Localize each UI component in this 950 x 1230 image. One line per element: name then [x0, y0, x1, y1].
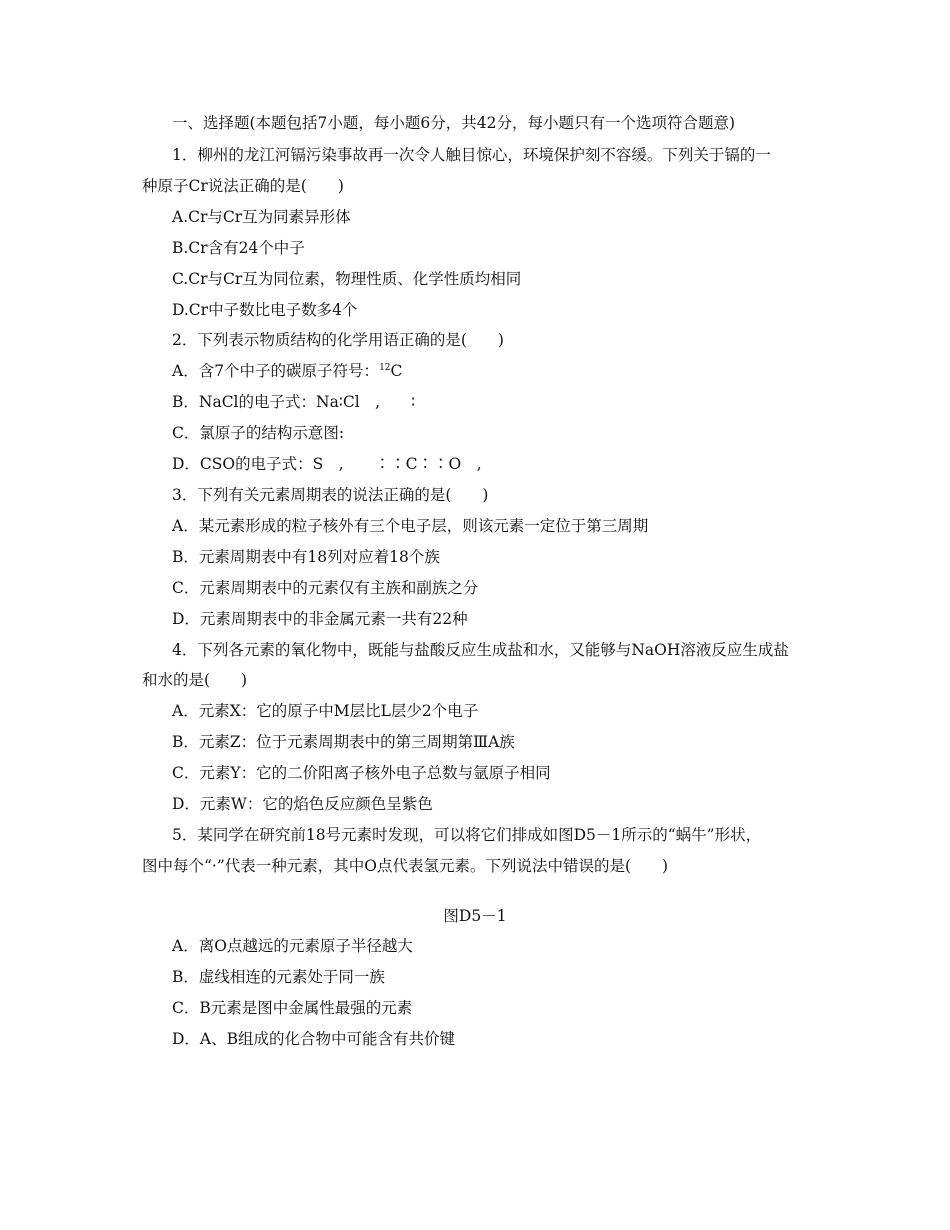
q3-stem: 3．下列有关元素周期表的说法正确的是( ) — [172, 486, 489, 504]
q2-option-b: B．NaCl的电子式：Na∶Cl , ∶ — [172, 393, 416, 411]
q2-option-c: C．氯原子的结构示意图: — [172, 424, 345, 442]
q1-stem-line2: 种原子Cr说法正确的是( ) — [142, 177, 344, 195]
q2-option-a-text: A．含7个中子的碳原子符号： — [172, 362, 380, 380]
q3-option-b: B．元素周期表中有18列对应着18个族 — [172, 548, 440, 566]
q3-option-a: A．某元素形成的粒子核外有三个电子层，则该元素一定位于第三周期 — [172, 517, 649, 535]
q5-stem-line1: 5．某同学在研究前18号元素时发现，可以将它们排成如图D5－1所示的“蜗牛”形状， — [172, 826, 762, 844]
q4-option-d: D．元素W：它的焰色反应颜色呈紫色 — [172, 795, 433, 813]
q3-option-c: C．元素周期表中的元素仅有主族和副族之分 — [172, 579, 479, 597]
q4-option-b: B．元素Z：位于元素周期表中的第三周期第ⅢA族 — [172, 733, 515, 751]
q5-figure-caption: 图D5－1 — [443, 907, 507, 925]
q1-option-a: A.Cr与Cr互为同素异形体 — [172, 208, 351, 226]
q5-option-c: C．B元素是图中金属性最强的元素 — [172, 999, 413, 1017]
q2-stem: 2．下列表示物质结构的化学用语正确的是( ) — [172, 331, 504, 349]
q4-option-a: A．元素X：它的原子中M层比L层少2个电子 — [172, 702, 479, 720]
q5-option-b: B．虚线相连的元素处于同一族 — [172, 968, 385, 986]
q4-stem-line2: 和水的是( ) — [142, 671, 248, 689]
q2-option-a-mass-number: 12 — [379, 363, 391, 373]
q2-option-a — [172, 361, 852, 381]
q5-option-d: D．A、B组成的化合物中可能含有共价键 — [172, 1030, 456, 1048]
q1-option-c: C.Cr与Cr互为同位素，物理性质、化学性质均相同 — [172, 270, 522, 288]
q1-option-b: B.Cr含有24个中子 — [172, 239, 305, 257]
q1-stem-line1: 1．柳州的龙江河镉污染事故再一次令人触目惊心，环境保护刻不容缓。下列关于镉的一 — [172, 146, 771, 164]
q5-stem-line2: 图中每个“·”代表一种元素，其中O点代表氢元素。下列说法中错误的是( ) — [142, 857, 669, 875]
q4-option-c: C．元素Y：它的二价阳离子核外电子总数与氩原子相同 — [172, 764, 551, 782]
q1-option-d: D.Cr中子数比电子数多4个 — [172, 301, 358, 319]
q3-option-d: D．元素周期表中的非金属元素一共有22种 — [172, 610, 468, 628]
q2-option-a-symbol: C — [390, 362, 403, 380]
q5-option-a: A．离O点越远的元素原子半径越大 — [172, 937, 413, 955]
q4-stem-line1: 4．下列各元素的氧化物中，既能与盐酸反应生成盐和水，又能够与NaOH溶液反应生成盐 — [172, 641, 789, 659]
section-title: 一、选择题(本题包括7小题，每小题6分，共42分，每小题只有一个选项符合题意) — [172, 114, 736, 132]
q2-option-d: D．CSO的电子式：S , ∶∶C∶∶O , — [172, 455, 482, 473]
